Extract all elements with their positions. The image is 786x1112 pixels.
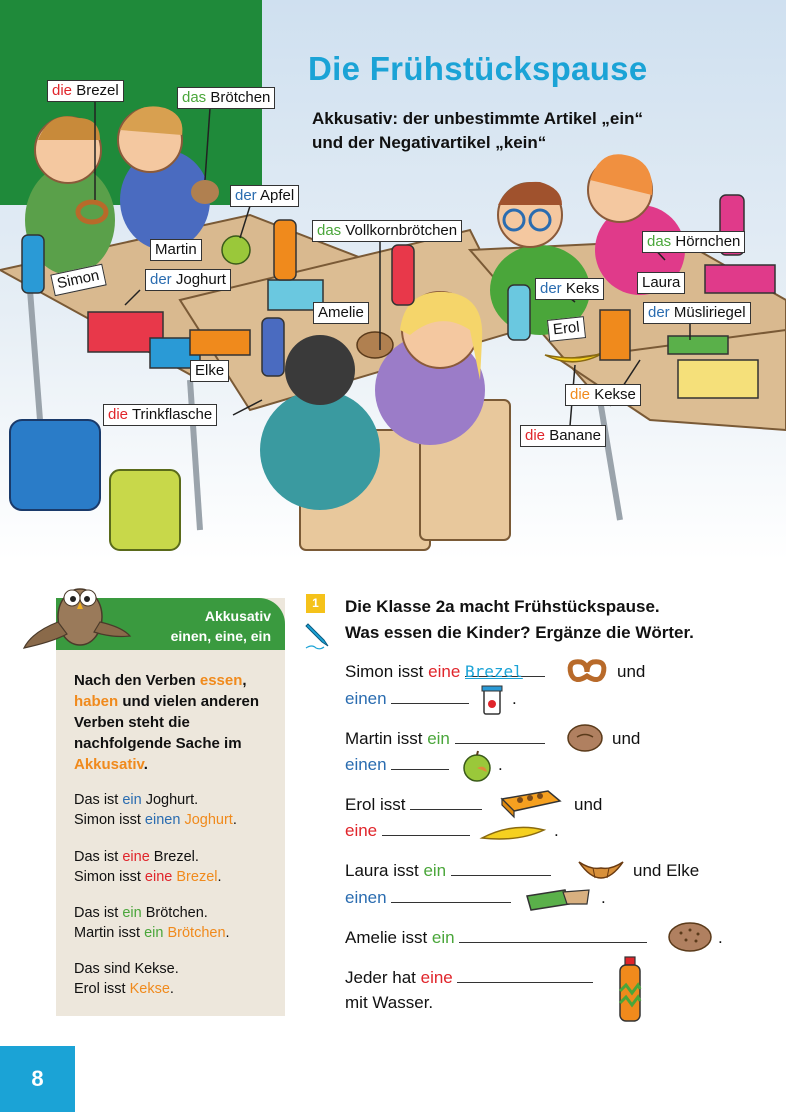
label-word: Vollkornbrötchen [345, 222, 458, 239]
label-amelie [313, 302, 369, 324]
ex-text: Simon isst [74, 869, 145, 885]
ex-article: eine [122, 849, 150, 865]
label-joghurt [145, 269, 231, 291]
answer-blank[interactable] [451, 859, 551, 876]
pencil-icon [304, 620, 332, 650]
sentence-6-line-1 [345, 966, 593, 990]
sentence-2-line-1 [345, 727, 545, 751]
sentence-text: und Elke [633, 861, 700, 880]
answer-blank[interactable] [457, 966, 593, 983]
sentence-5 [345, 926, 647, 950]
label-word: Erol [552, 318, 581, 339]
filled-answer: Brezel [465, 662, 523, 681]
label-word: Laura [642, 274, 681, 291]
label-word: Keks [565, 280, 600, 297]
sentence-text: Laura isst [345, 861, 424, 880]
ex-article: ein [144, 925, 164, 941]
label-banane [520, 425, 606, 447]
label-word: Simon [55, 266, 101, 293]
subtitle-line-1: Akkusativ: der unbestimmte Artikel „ein“ [312, 109, 643, 128]
sentence-text: Jeder hat [345, 968, 421, 987]
label-word: Kekse [594, 386, 636, 403]
ex-article: ein [122, 792, 142, 808]
label-article: der [540, 280, 562, 297]
sentence-3-line-1 [345, 793, 482, 817]
ex-text: . [217, 869, 222, 885]
label-word: Müsliriegel [673, 304, 746, 321]
ex-text: Joghurt. [141, 792, 199, 808]
info-box-header-text [171, 606, 271, 646]
example-brezel [74, 847, 279, 887]
answer-blank[interactable] [391, 687, 469, 704]
label-laura [637, 272, 685, 294]
banana-icon [478, 820, 548, 846]
label-muesliriegel [643, 302, 751, 324]
label-erol [547, 316, 586, 342]
croissant-icon [575, 854, 627, 886]
ex-article: ein [122, 905, 142, 921]
page-subtitle [312, 107, 732, 155]
exercise-number-badge: 1 [306, 594, 325, 613]
label-vollkornbroetchen [312, 220, 462, 242]
answer-blank[interactable] [455, 727, 545, 744]
answer-blank[interactable] [391, 753, 449, 770]
answer-blank[interactable] [459, 926, 647, 943]
sentence-article: einen [345, 755, 387, 774]
exercise-task [345, 594, 694, 646]
sentence-article: ein [431, 928, 455, 947]
label-word: Trinkflasche [131, 406, 213, 423]
water-bottle-icon [617, 955, 643, 1025]
sentence-text: und [617, 662, 646, 681]
label-article: das [317, 222, 342, 239]
label-hoernchen [642, 231, 745, 253]
sentence-text: Simon isst [345, 662, 429, 681]
sentence-text: und [574, 795, 603, 814]
muesli-bar-icon [525, 886, 591, 914]
ex-text: . [232, 812, 237, 828]
label-article: das [182, 89, 207, 106]
pretzel-icon [565, 656, 609, 686]
cookie-box-icon [498, 785, 564, 819]
label-word: Brezel [76, 82, 119, 99]
sentence-article: eine [420, 968, 453, 987]
label-article: die [570, 386, 591, 403]
answer-blank[interactable] [391, 886, 511, 903]
label-word: Amelie [318, 304, 364, 321]
info-header-line-2: einen, eine, ein [170, 628, 271, 644]
label-keks [535, 278, 604, 300]
label-word: Apfel [260, 187, 295, 204]
label-broetchen [177, 87, 275, 109]
sentence-text: Erol isst [345, 795, 406, 814]
label-elke [190, 360, 229, 382]
label-apfel [230, 185, 299, 207]
ex-word: Brötchen [167, 925, 226, 941]
answer-blank[interactable] [382, 819, 470, 836]
sentence-1-line-2 [345, 687, 469, 711]
yogurt-icon [480, 684, 504, 718]
answer-blank[interactable] [410, 793, 482, 810]
subtitle-line-2: und der Negativartikel „kein“ [312, 133, 547, 152]
label-word: Hörnchen [675, 233, 741, 250]
label-article: das [647, 233, 672, 250]
page-title: Die Frühstückspause [308, 50, 648, 87]
task-line-1: Die Klasse 2a macht Frühstückspause. [345, 597, 660, 616]
owl-icon [22, 572, 132, 652]
rule-highlight: haben [74, 693, 119, 710]
rule-text: , [242, 672, 247, 689]
label-article: der [235, 187, 257, 204]
bread-roll-icon [565, 722, 605, 754]
ex-text: Das ist [74, 905, 123, 921]
sentence-3-line-2 [345, 819, 470, 843]
ex-article: einen [144, 812, 181, 828]
sentence-article: einen [345, 689, 387, 708]
sentence-text: . [718, 928, 723, 947]
rule-text: und vielen anderen Verben steht die nachfolgende Sache im [74, 693, 260, 752]
label-article: der [150, 271, 172, 288]
rule-highlight: Akkusativ [74, 756, 144, 773]
label-word: Elke [195, 362, 225, 379]
page-number: 8 [0, 1046, 75, 1112]
label-article: die [52, 82, 73, 99]
answer-blank[interactable] [465, 660, 545, 681]
ex-text: Simon isst [74, 812, 145, 828]
ex-text: Erol isst [74, 981, 130, 997]
wholegrain-roll-icon [666, 920, 714, 954]
label-word: Banane [549, 427, 601, 444]
task-line-2: Was essen die Kinder? Ergänze die Wörter. [345, 623, 694, 642]
apple-icon [461, 750, 493, 782]
sentence-article: eine [345, 821, 378, 840]
label-article: der [648, 304, 670, 321]
label-martin [150, 239, 202, 261]
label-word: Brötchen [210, 89, 271, 106]
example-kekse [74, 959, 279, 999]
label-word: Joghurt [175, 271, 226, 288]
sentence-article: ein [423, 861, 447, 880]
ex-text: Das sind Kekse. [74, 961, 179, 977]
ex-text: Martin isst [74, 925, 145, 941]
sentence-4-line-2 [345, 886, 511, 910]
sentence-text: Amelie isst [345, 928, 432, 947]
ex-word: Brezel [176, 869, 218, 885]
sentence-4-line-1 [345, 859, 551, 883]
sentence-text: . [554, 821, 559, 840]
sentence-6-line-2: mit Wasser. [345, 993, 434, 1012]
rule-text: Nach den Verben [74, 672, 200, 689]
sentence-text: . [498, 755, 503, 774]
ex-text: Das ist [74, 849, 123, 865]
rule-highlight: essen [199, 672, 243, 689]
sentence-1-line-1 [345, 660, 545, 684]
sentence-text: Martin isst [345, 729, 428, 748]
ex-article: eine [144, 869, 173, 885]
label-brezel [47, 80, 124, 102]
ex-word: Kekse [129, 981, 170, 997]
sentence-text: . [601, 888, 606, 907]
example-broetchen [74, 903, 279, 943]
ex-text: Das ist [74, 792, 123, 808]
ex-word: Joghurt [184, 812, 233, 828]
rule-text: . [143, 756, 148, 773]
label-kekse [565, 384, 641, 406]
info-header-line-1: Akkusativ [204, 608, 271, 624]
example-joghurt [74, 790, 279, 830]
sentence-article: ein [427, 729, 450, 748]
label-trinkflasche [103, 404, 217, 426]
ex-text: . [225, 925, 230, 941]
sentence-article: einen [345, 888, 387, 907]
ex-text: . [169, 981, 174, 997]
sentence-text: und [612, 729, 641, 748]
sentence-text: . [512, 689, 517, 708]
label-word: Martin [155, 241, 197, 258]
label-article: die [525, 427, 546, 444]
ex-text: Brezel. [149, 849, 199, 865]
ex-text: Brötchen. [141, 905, 208, 921]
sentence-2-line-2 [345, 753, 449, 777]
sentence-article: eine [428, 662, 461, 681]
grammar-rule [74, 670, 274, 775]
grammar-info-box [56, 598, 285, 1016]
label-article: die [108, 406, 129, 423]
